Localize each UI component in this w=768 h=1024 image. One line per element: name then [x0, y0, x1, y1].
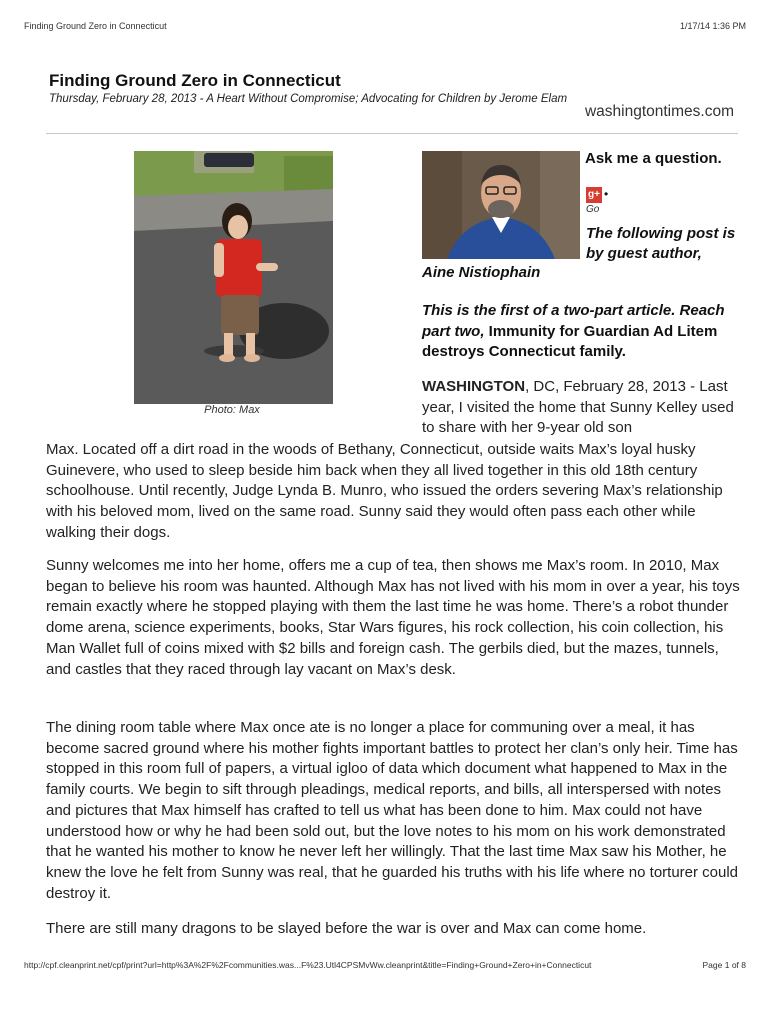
- intro-italic: This is the first of a two-part article. Reach part two,: [422, 302, 725, 340]
- header-divider: [46, 133, 738, 134]
- print-url[interactable]: http://cpf.cleanprint.net/cpf/print?url=http%3A%2F%2Fcommunities.was...F%23.Utl4CPSMvWw.cleanprint&title=Finding+Ground+Zero+in+Connecticut: [24, 960, 592, 970]
- ask-question-heading: Ask me a question.: [585, 150, 722, 167]
- intro-note: [422, 301, 742, 363]
- print-footer: [24, 960, 746, 970]
- paragraph-1-start: [422, 377, 742, 439]
- print-datetime: 1/17/14 1:36 PM: [679, 21, 746, 31]
- photo-max: [134, 151, 333, 404]
- paragraph-3: The dining room table where Max once ate is no longer a place for communing over a meal, it has become sacred ground where his mother fights important battles to protect her clan’s only heir. Time has stopped in this room full of papers, a virtual igloo of data which document what happened to Max in the family courts. We begin to sift through pleadings, medical reports, and bills, all interspersed with notes and pictures that Max himself has crafted to tell us what has been done to him. Max could not have understood how or why he had been sold out, but the love notes to his mom on his work demonstrated that he wanted his mother to know he never left her willingly. That the last time Max saw his Mother, he knew the love he felt from Sunny was real, that he guarded his truths with his life where no torturer could destroy it.: [46, 719, 739, 902]
- paragraph-1-rest: Max. Located off a dirt road in the woods of Bethany, Connecticut, outside waits Max’s loyal husky Guinevere, who used to sleep beside him back when they all lived together in this old 18th century schoolhouse. Until recently, Judge Lynda B. Munro, who issued the orders severing Max’s relationship with his beloved mom, lived on the same road. Sunny said they would often pass each other while walking their dogs.: [46, 441, 723, 541]
- page-number: Page 1 of 8: [702, 960, 746, 970]
- paragraph-4: There are still many dragons to be slayed before the war is over and Max can come home.: [46, 920, 647, 937]
- go-link[interactable]: Go: [586, 204, 600, 215]
- part-two-link[interactable]: Immunity for Guardian Ad Litem destroys Connecticut family.: [422, 322, 718, 360]
- paragraph-2: Sunny welcomes me into her home, offers me a cup of tea, then shows me Max’s room. In 2010, Max began to believe his room was haunted. Although Max has not lived with his mom in over a year, his toys remain exactly where he stopped playing with them the last time he was home. There’s a robot thunder dome arena, science experiments, books, Star Wars figures, his rock collection, his coin collection, his Man Wallet full of coins mixed with $2 bills and foreign cash. The gerbils died, but the mazes, tunnels, and castles that they raced through lay vacant on Max’s desk.: [46, 557, 740, 678]
- article-subtitle: Thursday, February 28, 2013 - A Heart Without Compromise; Advocating for Children by Jerome Elam: [49, 93, 568, 105]
- dateline: WASHINGTON: [422, 378, 526, 395]
- paragraph-1-start-text: , DC, February 28, 2013 - Last year, I visited the home that Sunny Kelley used to share with her 9-year old son: [422, 378, 734, 437]
- guest-author-name: Aine Nistiophain: [422, 264, 541, 281]
- print-header: [24, 21, 746, 31]
- guest-author-line: The following post is by guest author,: [586, 225, 736, 262]
- google-plus-icon[interactable]: g+: [586, 187, 602, 203]
- bullet-icon: •: [604, 187, 609, 201]
- photo-caption: Photo: Max: [204, 404, 260, 416]
- print-page-title: Finding Ground Zero in Connecticut: [24, 21, 167, 31]
- site-name: washingtontimes.com: [584, 103, 734, 120]
- article-title: Finding Ground Zero in Connecticut: [49, 71, 341, 90]
- author-photo: [422, 151, 580, 259]
